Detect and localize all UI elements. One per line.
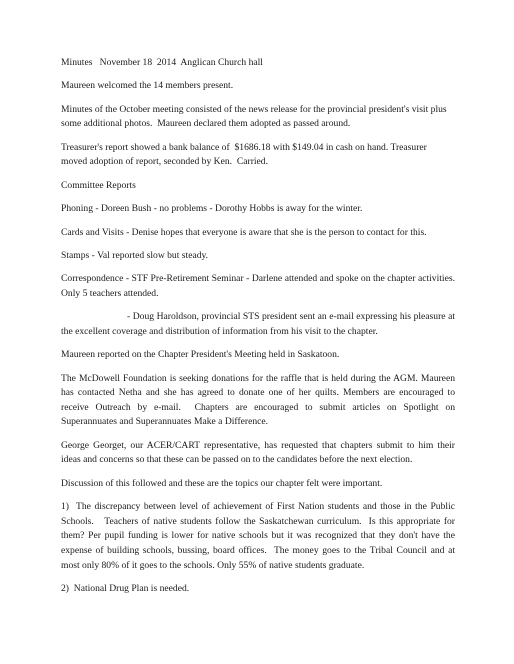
treasurer-report-paragraph: Treasurer's report showed a bank balance of $1686.18 with $149.04 in cash on hand. Treasurer moved adoption of report, seconded by Ken. Carried. bbox=[61, 141, 430, 168]
acer-cart-paragraph: George Georget, our ACER/CART representative, has requested that chapters submit to him their ideas and concerns so that these can be passed on to the candidates before the next election. bbox=[61, 439, 458, 466]
correspondence-paragraph: Correspondence - STF Pre-Retirement Seminar - Darlene attended and spoke on the chapter activities. Only 5 teachers attended. bbox=[61, 273, 458, 299]
topic-1-paragraph: 1) The discrepancy between level of achievement of First Nation students and those in the Public Schools. Teachers of native students follow the Saskatchewan curriculum. Is this appropriate for them? Per pupil funding is lower for native schools but it was recognized that they don't have the expense of building schools, bussing, board offices. The money goes to the Tribal Council and at most only 80% of it goes to the schools. Only 55% of native students graduate. bbox=[61, 501, 458, 571]
meeting-minutes bbox=[61, 56, 458, 605]
phoning-paragraph: Phoning - Doreen Bush - no problems - Dorothy Hobbs is away for the winter. bbox=[61, 203, 363, 215]
committee-reports-heading: Committee Reports bbox=[61, 179, 136, 191]
mcdowell-foundation-paragraph: The McDowell Foundation is seeking donations for the raffle that is held during the AGM. Maureen has contacted Netha and she has agreed to donate one of her quilts. Members are encouraged to receive Outreach by e-mail. Chapters are encouraged to submit articles on Spotlight on Superannuates and Superannuates Make a Difference. bbox=[61, 372, 458, 428]
presidents-meeting-paragraph: Maureen reported on the Chapter President's Meeting held in Saskatoon. bbox=[61, 349, 340, 361]
minutes-heading: Minutes November 18 2014 Anglican Church hall bbox=[61, 57, 263, 68]
stamps-paragraph: Stamps - Val reported slow but steady. bbox=[61, 249, 209, 261]
topic-2-paragraph: 2) National Drug Plan is needed. bbox=[61, 582, 190, 594]
discussion-paragraph: Discussion of this followed and these are the topics our chapter felt were important. bbox=[61, 477, 383, 489]
cards-visits-paragraph: Cards and Visits - Denise hopes that everyone is aware that she is the person to contact for this. bbox=[61, 226, 427, 238]
correspondence-continued-paragraph: - Doug Haroldson, provincial STS president sent an e-mail expressing his pleasure at the excellent coverage and distribution of information from his visit to the chapter. bbox=[61, 311, 458, 337]
october-minutes-paragraph: Minutes of the October meeting consisted of the news release for the provincial president's visit plus some additional photos. Maureen declared them adopted as passed around. bbox=[61, 103, 450, 130]
welcome-paragraph: Maureen welcomed the 14 members present. bbox=[61, 80, 234, 92]
